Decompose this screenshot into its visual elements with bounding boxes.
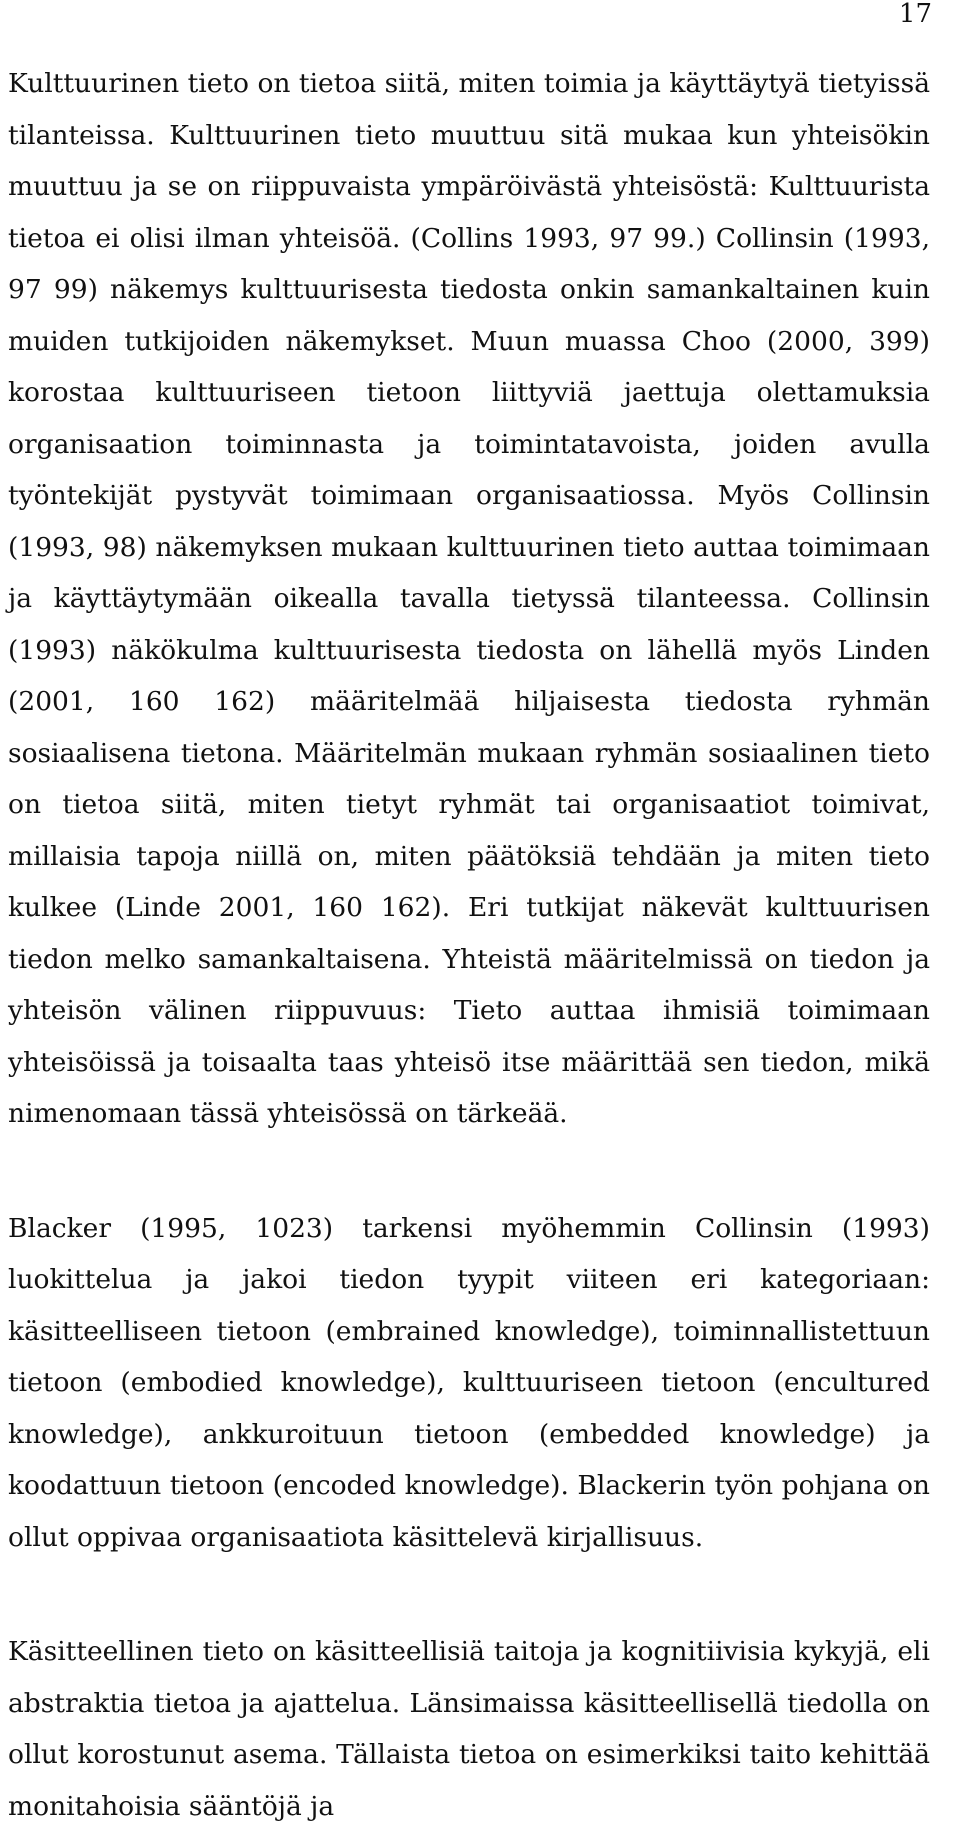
document-body bbox=[8, 58, 930, 1832]
page-number: 17 bbox=[898, 0, 932, 29]
paragraph-cultural-knowledge: Kulttuurinen tieto on tietoa siitä, miten toimia ja käyttäytyä tietyissä tilanteissa. Kulttuurinen tieto muuttuu sitä mukaa kun yhteisökin muuttuu ja se on riippuvaista ympäröivästä yhteisöstä: Kulttuurista tietoa ei olisi ilman yhteisöä. (Collins 1993, 97 99.) Collinsin (1993, 97 99) näkemys kulttuurisesta tiedosta onkin samankaltainen kuin muiden tutkijoiden näkemykset. Muun muassa Choo (2000, 399) korostaa kulttuuriseen tietoon liittyviä jaettuja olettamuksia organisaation toiminnasta ja toimintatavoista, joiden avulla työntekijät pystyvät toimimaan organisaatiossa. Myös Collinsin (1993, 98) näkemyksen mukaan kulttuurinen tieto auttaa toimimaan ja käyttäytymään oikealla tavalla tietyssä tilanteessa. Collinsin (1993) näkökulma kulttuurisesta tiedosta on lähellä myös Linden (2001, 160 162) määritelmää hiljaisesta tiedosta ryhmän sosiaalisena tietona. Määritelmän mukaan ryhmän sosiaalinen tieto on tietoa siitä, miten tietyt ryhmät tai organisaatiot toimivat, millaisia tapoja niillä on, miten päätöksiä tehdään ja miten tieto kulkee (Linde 2001, 160 162). Eri tutkijat näkevät kulttuurisen tiedon melko samankaltaisena. Yhteistä määritelmissä on tiedon ja yhteisön välinen riippuvuus: Tieto auttaa ihmisiä toimimaan yhteisöissä ja toisaalta taas yhteisö itse määrittää sen tiedon, mikä nimenomaan tässä yhteisössä on tärkeää. bbox=[8, 68, 930, 1129]
paragraph-conceptual-knowledge: Käsitteellinen tieto on käsitteellisiä taitoja ja kognitiivisia kykyjä, eli abstraktia tietoa ja ajattelua. Länsimaissa käsitteellisellä tiedolla on ollut korostunut asema. Tällaista tietoa on esimerkiksi taito kehittää monitahoisia sääntöjä ja bbox=[8, 1636, 930, 1822]
paragraph-blacker-categories: Blacker (1995, 1023) tarkensi myöhemmin Collinsin (1993) luokittelua ja jakoi tiedon tyypit viiteen eri kategoriaan: käsitteelliseen tietoon (embrained knowledge), toiminnallistettuun tietoon (embodied knowledge), kulttuuriseen tietoon (encultured knowledge), ankkuroituun tietoon (embedded knowledge) ja koodattuun tietoon (encoded knowledge). Blackerin työn pohjana on ollut oppivaa organisaatiota käsittelevä kirjallisuus. bbox=[8, 1212, 930, 1553]
